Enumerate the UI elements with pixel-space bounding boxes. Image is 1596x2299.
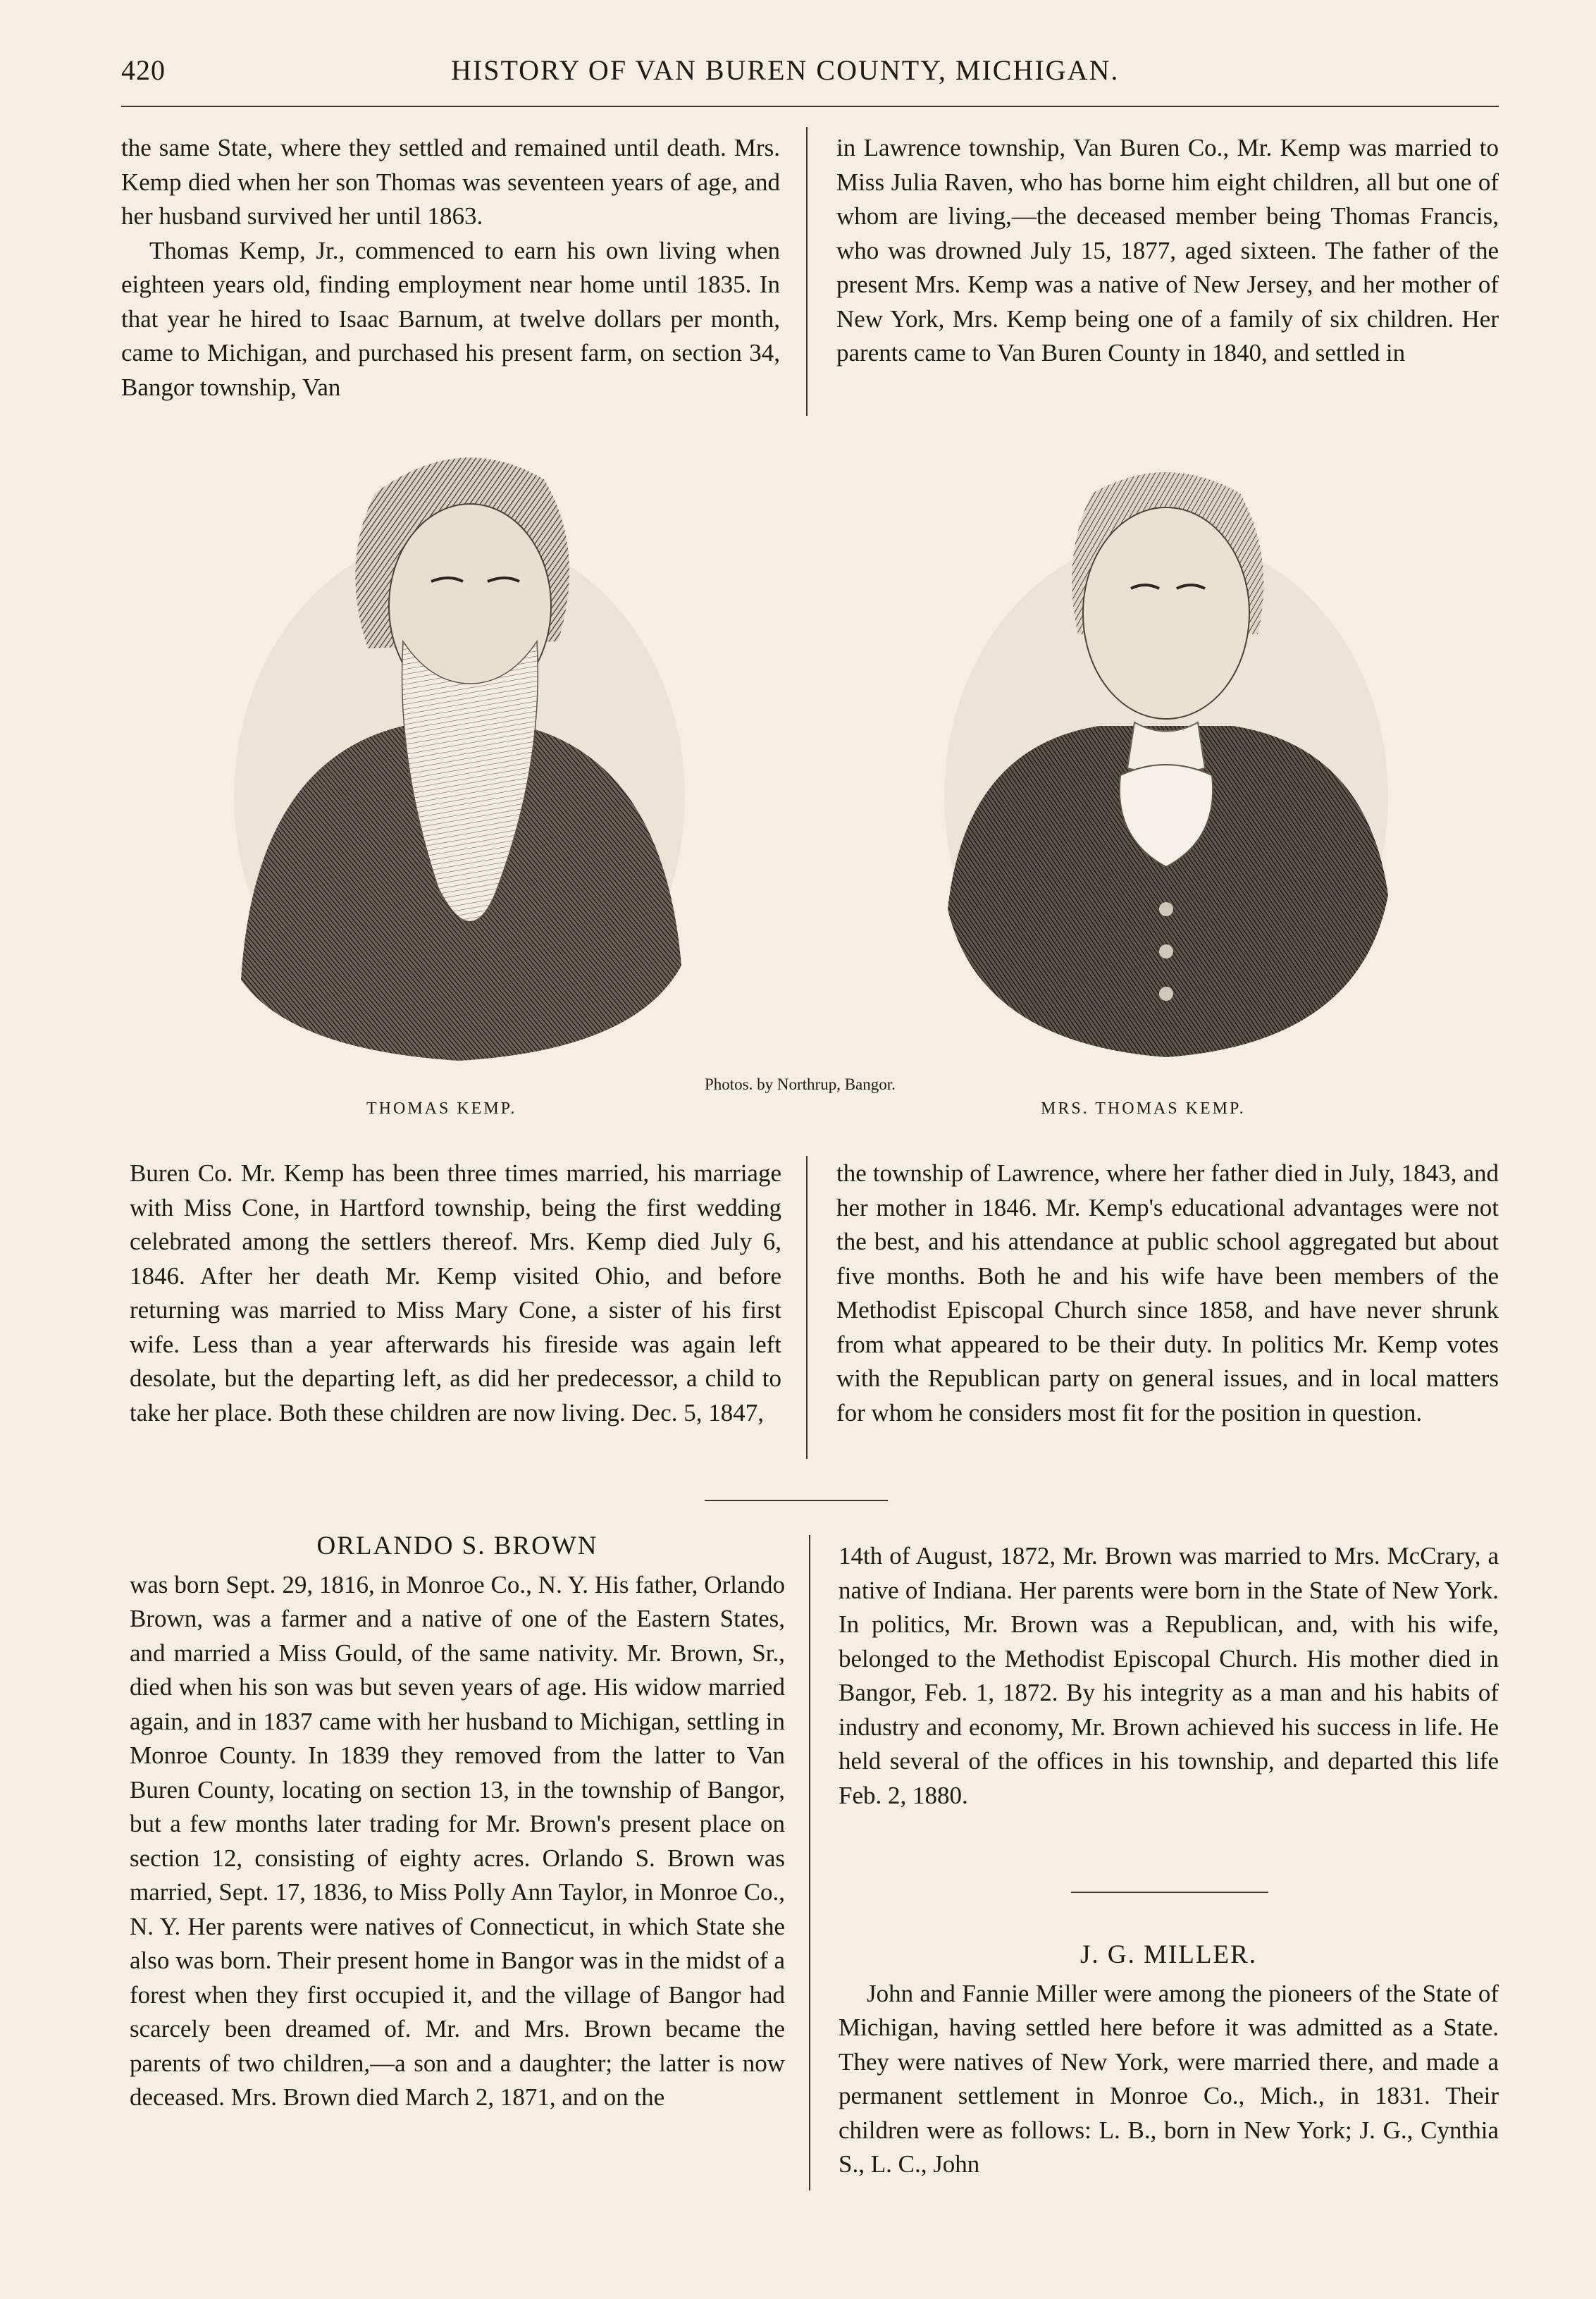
paragraph: in Lawrence township, Van Buren Co., Mr. Kemp was married to Miss Julia Raven, who has borne him eight children, all but one of whom are living,—the deceased member being Thomas Francis, who was drowned July 15, 1877, aged sixteen. The father of the present Mrs. Kemp was a native of New Jersey, and her mother of New York, Mrs. Kemp being one of a family of six children. Her parents came to Van Buren County in 1840, and settled in [836,134,1499,366]
brown-right-column [839,1539,1499,1813]
mrs-thomas-kemp-caption: MRS. THOMAS KEMP. [1041,1099,1246,1118]
column-rule [806,127,808,416]
section-title-miller: J. G. MILLER. [1080,1940,1258,1969]
middle-left-column [130,1157,781,1430]
section-separator [1071,1892,1268,1893]
thomas-kemp-portrait [227,430,692,1064]
mrs-thomas-kemp-portrait [937,444,1395,1064]
brown-left-column [130,1529,785,2115]
column-rule [809,1535,810,2190]
paragraph: was born Sept. 29, 1816, in Monroe Co., N. Y. His father, Orlando Brown, was a farmer and a native of one of the Eastern States, and married a Miss Gould, of the same nativity. Mr. Brown, Sr., died when his son was but seven years of age. His widow married again, and in 1837 came with her husband to Michigan, settling in Monroe County. In 1839 they removed from the latter to Van Buren County, locating on section 13, in the township of Bangor, but a few months later trading for Mr. Brown's present place on section 12, consisting of eighty acres. Orlando S. Brown was married, Sept. 17, 1836, to Miss Polly Ann Taylor, in Monroe Co., N. Y. Her parents were natives of Connecticut, in which State she also was born. Their present home in Bangor was in the midst of a forest when they first occupied it, and the village of Bangor had scarcely been dreamed of. Mr. and Mrs. Brown became the parents of two children,—a son and a daughter; the latter is now deceased. Mrs. Brown died March 2, 1871, and on the [130,1570,785,2111]
header-rule [121,106,1499,107]
top-right-column [836,131,1499,371]
page-number: 420 [121,54,166,86]
section-separator [705,1500,888,1501]
miller-column [839,1938,1499,2182]
paragraph: 14th of August, 1872, Mr. Brown was married to Mrs. McCrary, a native of Indiana. Her parents were born in the State of New York. In politics, Mr. Brown was a Republican, and, with his wife, belonged to the Methodist Episcopal Church. His mother died in Bangor, Feb. 1, 1872. By his integrity as a man and his habits of industry and economy, Mr. Brown achieved his success in life. He held several of the offices in his township, and departed this life Feb. 2, 1880. [839,1542,1499,1809]
paragraph: Thomas Kemp, Jr., commenced to earn his own living when eighteen years old, finding employment near home until 1835. In that year he hired to Isaac Barnum, at twelve dollars per month, came to Michigan, and purchased his present farm, on section 34, Bangor township, Van [121,236,780,401]
paragraph: the township of Lawrence, where her father died in July, 1843, and her mother in 1846. Mr. Kemp's educational advantages were not the best, and his attendance at public school aggregated but about five months. Both he and his wife have been members of the Methodist Episcopal Church since 1858, and have never shrunk from what appeared to be their duty. In politics Mr. Kemp votes with the Republican party on general issues, and in local matters for whom he considers most fit for the position in question. [836,1159,1499,1426]
paragraph: the same State, where they settled and remained until death. Mrs. Kemp died when her son Thomas was seventeen years of age, and her husband survived her until 1863. [121,134,780,230]
paragraph: Buren Co. Mr. Kemp has been three times married, his marriage with Miss Cone, in Hartford township, being the first wedding celebrated among the settlers thereof. Mrs. Kemp died July 6, 1846. After her death Mr. Kemp visited Ohio, and before returning was married to Miss Mary Cone, a sister of his first wife. Less than a year afterwards his fireside was again left desolate, but the departing left, as did her predecessor, a child to take her place. Both these children are now living. Dec. 5, 1847, [130,1159,781,1426]
top-left-column [121,131,780,405]
middle-right-column [836,1157,1499,1430]
thomas-kemp-caption: THOMAS KEMP. [366,1099,517,1118]
section-title-brown: ORLANDO S. BROWN [316,1531,598,1560]
column-rule [806,1156,808,1459]
running-title: HISTORY OF VAN BUREN COUNTY, MICHIGAN. [451,54,1120,86]
paragraph: John and Fannie Miller were among the pioneers of the State of Michigan, having settled here before it was admitted as a State. They were natives of New York, were married there, and made a permanent settlement in Monroe Co., Mich., in 1831. Their children were as follows: L. B., born in New York; J. G., Cynthia S., L. C., John [839,1979,1499,2178]
photo-credit: Photos. by Northrup, Bangor. [705,1075,896,1093]
